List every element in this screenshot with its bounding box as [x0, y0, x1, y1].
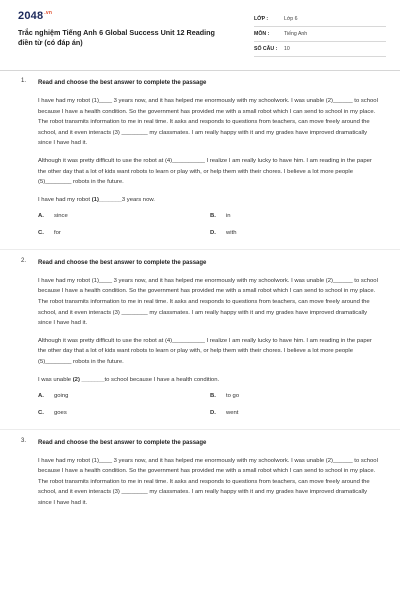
header-divider: [0, 70, 400, 71]
answer-options: [38, 213, 378, 236]
quiz-meta: [254, 12, 386, 57]
option-a[interactable]: A. since: [38, 212, 68, 219]
page-header: [0, 0, 400, 62]
meta-question-count: SỐ CÂU : 10: [254, 42, 386, 57]
option-a[interactable]: A. going: [38, 392, 69, 399]
passage-paragraph-2: Although it was pretty difficult to use the robot at (4)__________ I realize I am really lucky to have him. I am reading in the paper the other day that a lot of kids want robots to learn or play with, or help them with their chores. I believe a lot more people (5)________ robots in the future.: [38, 337, 372, 365]
question-heading: Read and choose the best answer to complete the passage: [38, 80, 207, 86]
meta-grade: LỚP : Lớp 6: [254, 12, 386, 27]
option-b[interactable]: B. to go: [210, 392, 240, 399]
option-c[interactable]: C. goes: [38, 409, 67, 416]
passage-paragraph-1: I have had my robot (1)____ 3 years now, and it has helped me enormously with my schoolwork. I was unable (2)______ to school because I have a health condition. So the government has provided me with a small robot which I can send to school in my place. The robot transmits information to me in real time. It asks and responds to questions from teachers, can move freely around the school, and it even interacts (3) ________ my classmates. I am really happy with it and my grades have improved dramatically since I have had it.: [38, 98, 378, 147]
option-d[interactable]: D. went: [210, 409, 239, 416]
question-2: [0, 258, 400, 430]
question-number: 3.: [21, 437, 27, 444]
question-separator: [0, 249, 400, 250]
question-list: [0, 78, 400, 515]
option-d[interactable]: D. with: [210, 229, 237, 236]
question-separator: [0, 429, 400, 430]
question-number: 1.: [21, 78, 27, 84]
option-c[interactable]: C. for: [38, 229, 61, 236]
question-heading: Read and choose the best answer to complete the passage: [38, 259, 207, 266]
question-prompt: I have had my robot (1)_______3 years now.: [38, 196, 155, 203]
answer-options: [38, 393, 378, 416]
question-1: [0, 78, 400, 250]
option-b[interactable]: B. in: [210, 212, 231, 219]
question-number: 2.: [21, 257, 27, 264]
page-title: Trắc nghiệm Tiếng Anh 6 Global Success Unit 12 Reading điền từ (có đáp án): [18, 28, 215, 47]
question-prompt: I was unable (2) _______to school because I have a health condition.: [38, 376, 220, 383]
passage-paragraph-1: I have had my robot (1)____ 3 years now, and it has helped me enormously with my schoolwork. I was unable (2)______ to school because I have a health condition. So the government has provided me with a small robot which I can send to school in my place. The robot transmits information to me in real time. It asks and responds to questions from teachers, can move freely around the school, and it even interacts (3) ________ my classmates. I am really happy with it and my grades have improved dramatically since I have had it.: [38, 277, 378, 327]
question-3: [0, 438, 400, 509]
question-heading: Read and choose the best answer to complete the passage: [38, 439, 207, 446]
passage-paragraph-1: I have had my robot (1)____ 3 years now, and it has helped me enormously with my schoolwork. I was unable (2)______ to school because I have a health condition. So the government has provided me with a small robot which I can send to school in my place. The robot transmits information to me in real time. It asks and responds to questions from teachers, can move freely around the school, and it even interacts (3) ________ my classmates. I am really happy with it and my grades have improved dramatically since I have had it.: [38, 457, 378, 506]
site-logo[interactable]: $2048^{.vn}$: [18, 10, 53, 22]
meta-subject: MÔN : Tiếng Anh: [254, 27, 386, 42]
passage-paragraph-2: Although it was pretty difficult to use the robot at (4)__________ I realize I am really lucky to have him. I am reading in the paper the other day that a lot of kids want robots to learn or play with, or help them with their chores. I believe a lot more people (5)________ robots in the future.: [38, 157, 372, 186]
